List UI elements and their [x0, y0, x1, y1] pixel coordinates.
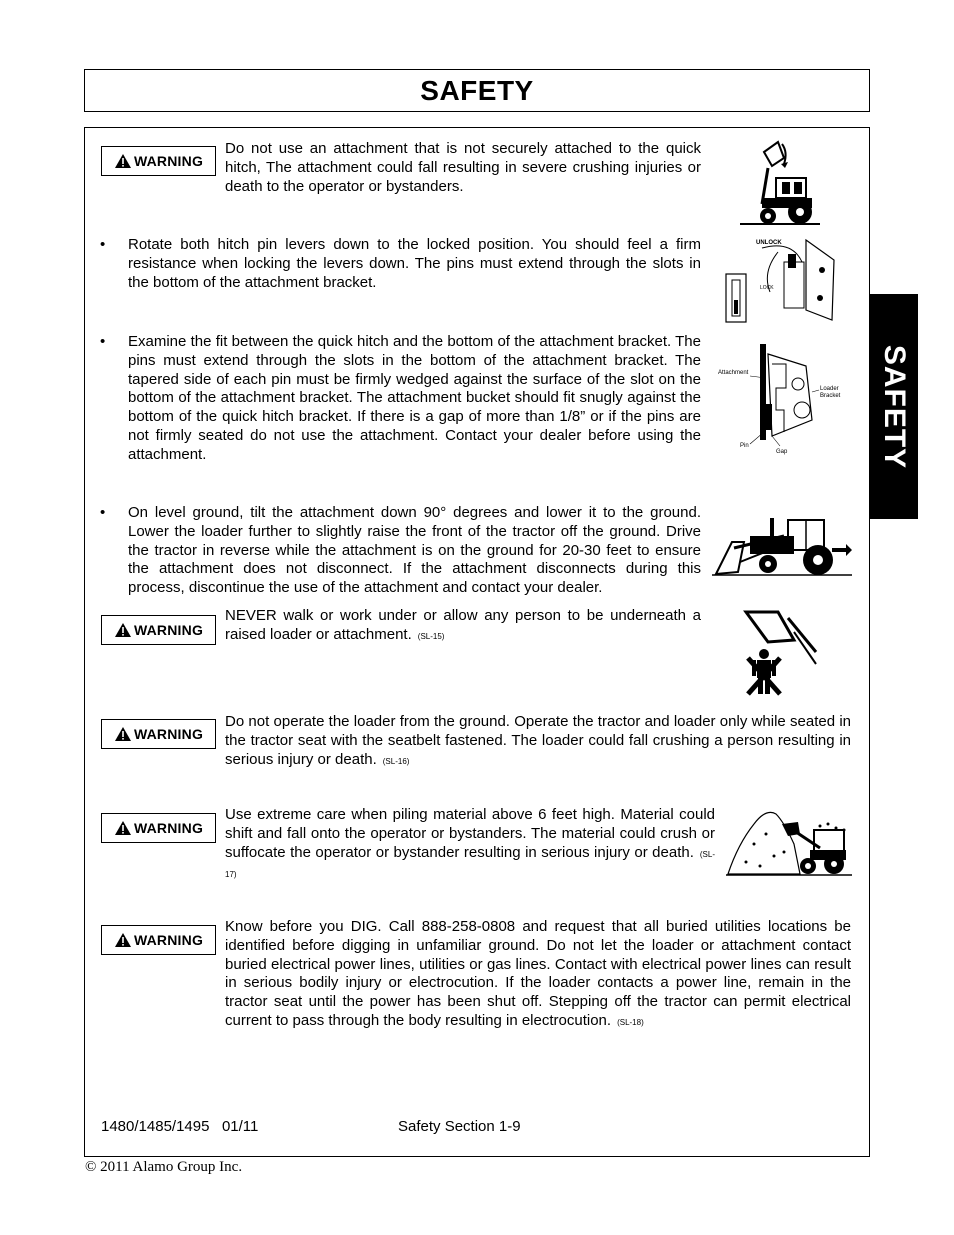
- bracket-label: Bracket: [820, 393, 841, 399]
- warning-text: [225, 806, 715, 885]
- page-title: SAFETY: [420, 74, 534, 106]
- warning-badge: [101, 925, 216, 955]
- warning-code: (SL-16): [382, 756, 410, 766]
- hitch-lever-diagram: [722, 232, 842, 327]
- warning-badge: [101, 813, 216, 843]
- tractor-tilt-illustration: [710, 512, 854, 578]
- footer-section: Safety Section 1-9: [398, 1118, 521, 1135]
- warning-badge: [101, 615, 216, 645]
- section-tab-label: SAFETY: [877, 344, 911, 469]
- bullet-marker: •: [100, 236, 106, 253]
- pin-label: Pin: [740, 443, 749, 449]
- warning-text-body: Do not operate the loader from the ground. Operate the tractor and loader only while seated in the tractor seat with the seatbelt fastened. The loader could fall crushing a person resulting in serious injury or death.: [225, 713, 851, 768]
- loader-label: Loader: [820, 386, 839, 392]
- gap-label: Gap: [776, 449, 788, 455]
- unlock-label: UNLOCK: [756, 240, 782, 246]
- warning-text: [225, 713, 851, 771]
- warning-text: [225, 918, 851, 1033]
- warning-triangle-icon: [114, 932, 132, 948]
- warning-triangle-icon: [114, 622, 132, 638]
- warning-badge: [101, 146, 216, 176]
- warning-text: [225, 607, 701, 647]
- page-header: [84, 69, 870, 112]
- warning-label: WARNING: [133, 932, 204, 948]
- bullet-text: Rotate both hitch pin levers down to the locked position. You should feel a firm resistance when locking the levers down. The pins must extend through the slots in the bottom of the attachment bracket.: [128, 236, 701, 291]
- attachment-bracket-diagram: [716, 340, 846, 458]
- tractor-attachment-illustration: [738, 138, 822, 228]
- warning-label: WARNING: [133, 726, 204, 742]
- bullet-text: Examine the fit between the quick hitch and the bottom of the attachment bracket. The pins must extend through the slots in the bottom of the attachment bracket. The tapered side of each pin must be firmly wedged against the surface of the slot on the bottom of the attachment bracket. The attachment bucket should fit snugly against the bottom of the quick hitch bracket. If there is a gap of more than 1/8” or if the pins are not firmly seated do not use the attachment. Contact your dealer before using the attachment.: [128, 333, 701, 463]
- copyright: © 2011 Alamo Group Inc.: [85, 1159, 243, 1175]
- footer-model: 1480/1485/1495 01/11: [101, 1118, 259, 1135]
- warning-text-body: Know before you DIG. Call 888-258-0808 and request that all buried utilities locations be identified before digging in unfamiliar ground. Do not let the loader or attachment contact buried electrical power lines, utilities or gas lines. Contact with electrical power lines can result in serious bodily injury or electrocution. If the loader contacts a power line, remain in the tractor seat until the power has been shut off. Stepping off the tractor can permit electrical current to pass through the body resulting in electrocution.: [225, 918, 851, 1029]
- person-under-loader-illustration: [738, 608, 818, 698]
- warning-label: WARNING: [133, 153, 204, 169]
- warning-triangle-icon: [114, 820, 132, 836]
- material-pile-illustration: [724, 804, 854, 878]
- lock-label: LOCK: [760, 285, 774, 291]
- bullet-marker: •: [100, 333, 106, 350]
- warning-text: Do not use an attachment that is not securely attached to the quick hitch, The attachment could fall resulting in severe crushing injuries or death to the operator or bystanders.: [225, 140, 701, 195]
- warning-code: (SL-18): [617, 1017, 644, 1027]
- bullet-text: On level ground, tilt the attachment down 90° degrees and lower it to the ground. Lower the loader further to slightly raise the front of the tractor off the ground. Drive the tractor in reverse while the attachment is on the ground for 20-30 feet to ensure the attachment does not disconnect. If the attachment disconnects during this process, discontinue the use of the attachment and contact your dealer.: [128, 504, 701, 597]
- section-tab: [869, 294, 918, 519]
- warning-triangle-icon: [114, 726, 132, 742]
- warning-code: (SL-17): [225, 849, 715, 880]
- attachment-label: Attachment: [718, 370, 749, 376]
- warning-code: (SL-15): [417, 631, 445, 641]
- warning-text-body: NEVER walk or work under or allow any person to be underneath a raised loader or attachment.: [225, 607, 701, 643]
- bullet-marker: •: [100, 504, 106, 521]
- warning-label: WARNING: [133, 622, 204, 638]
- warning-label: WARNING: [133, 820, 204, 836]
- warning-badge: [101, 719, 216, 749]
- warning-triangle-icon: [114, 153, 132, 169]
- warning-text-body: Use extreme care when piling material above 6 feet high. Material could shift and fall onto the operator or bystanders. The material could crush or suffocate the operator or bystander resulting in serious injury or death.: [225, 806, 715, 861]
